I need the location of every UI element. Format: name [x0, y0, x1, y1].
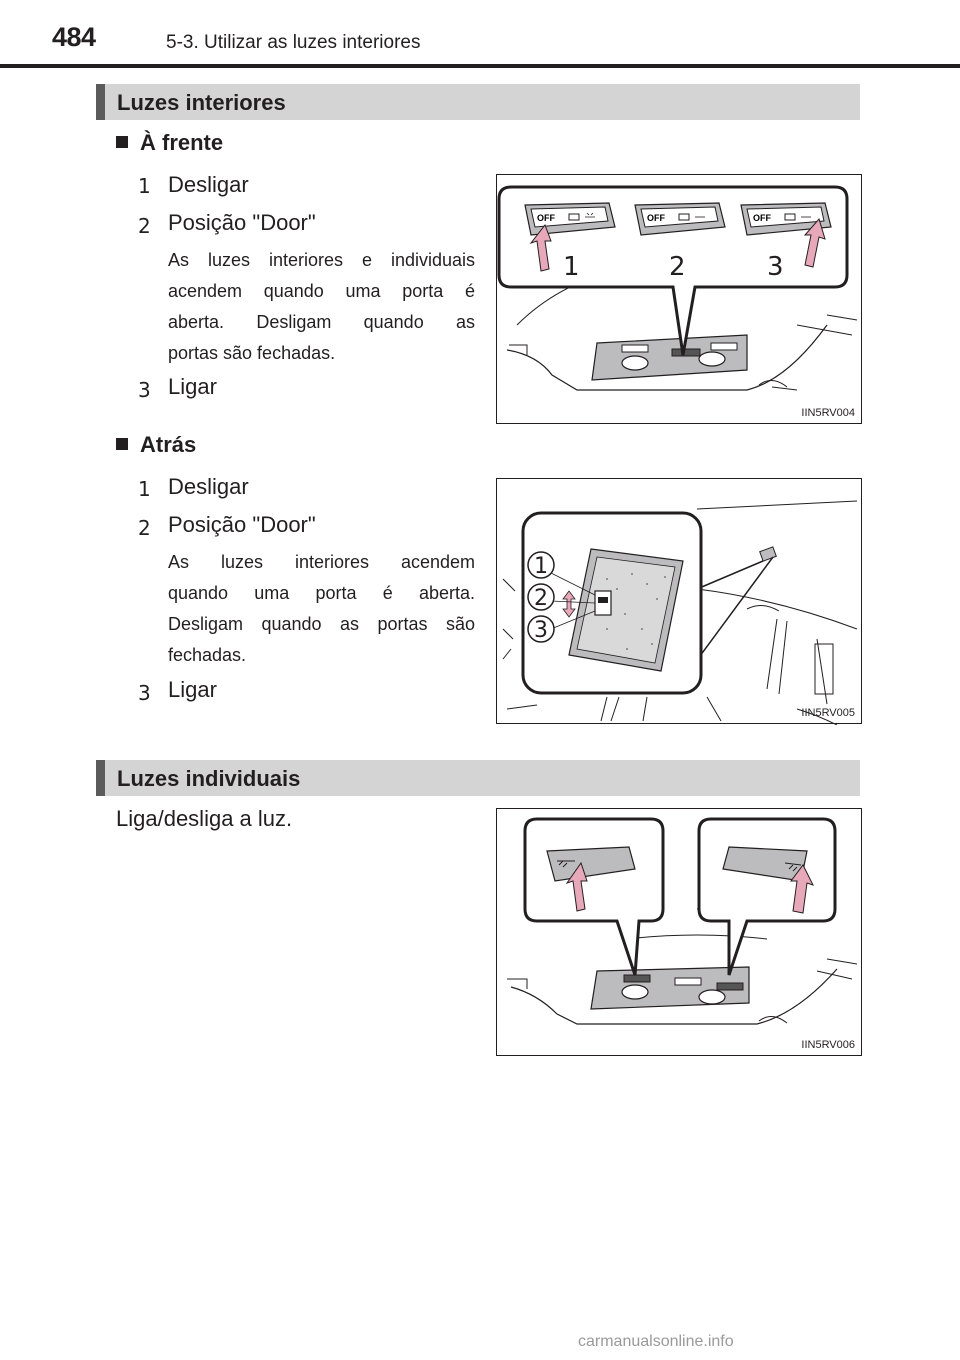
subheading-front-text: À frente: [140, 130, 224, 155]
item-label: Posição "Door": [168, 210, 316, 235]
callout-number: 3: [767, 252, 784, 282]
figure-code: IIN5RV006: [801, 1039, 855, 1051]
note-line: Desligam quando as portas são: [168, 614, 475, 634]
item-number: 3: [138, 378, 151, 402]
figure-rear-dome: [496, 478, 862, 724]
item-label: Ligar: [168, 374, 217, 399]
item-label: Posição "Door": [168, 512, 316, 537]
square-bullet-icon: [116, 438, 128, 450]
square-bullet-icon: [116, 136, 128, 148]
figure-code: IIN5RV005: [801, 707, 855, 719]
off-text: OFF: [753, 213, 771, 223]
callout-number: 1: [534, 554, 548, 579]
rear-note: [168, 547, 475, 671]
off-text: OFF: [537, 213, 555, 223]
front-note: [168, 245, 475, 369]
item-label: Desligar: [168, 172, 249, 197]
note-line: aberta. Desligam quando as: [168, 312, 475, 332]
front-console-illustration: [497, 175, 863, 425]
note-line: fechadas.: [168, 645, 247, 665]
individual-lights-illustration: [497, 809, 863, 1057]
subheading-rear: [116, 432, 196, 458]
note-line: As luzes interiores e individuais: [168, 250, 475, 270]
section-bar-interior: [96, 84, 860, 120]
callout-number: 3: [534, 618, 548, 643]
section-bar-individual: [96, 760, 860, 796]
item-number: 2: [138, 214, 151, 238]
individual-description: Liga/desliga a luz.: [116, 806, 293, 831]
chapter-title: 5-3. Utilizar as luzes interiores: [166, 32, 421, 53]
callout-number: 2: [534, 586, 548, 611]
note-line: acendem quando uma porta é: [168, 281, 475, 301]
header-rule: [0, 64, 960, 68]
watermark-text: carmanualsonline.info: [578, 1333, 734, 1350]
note-line: quando uma porta é aberta.: [168, 583, 475, 603]
subheading-front: [116, 130, 223, 156]
figure-code: IIN5RV004: [801, 407, 855, 419]
section-title-interior: Luzes interiores: [117, 90, 286, 115]
item-number: 1: [138, 477, 151, 501]
item-label: Ligar: [168, 677, 217, 702]
item-number: 2: [138, 516, 151, 540]
figure-individual-lights: [496, 808, 862, 1056]
section-title-individual: Luzes individuais: [117, 766, 301, 791]
note-line: portas são fechadas.: [168, 343, 336, 363]
callout-number: 1: [563, 252, 580, 282]
item-number: 1: [138, 174, 151, 198]
off-text: OFF: [647, 213, 665, 223]
callout-number: 2: [669, 252, 686, 282]
subheading-rear-text: Atrás: [140, 432, 197, 457]
page-number: 484: [52, 22, 96, 52]
item-number: 3: [138, 681, 151, 705]
rear-dome-illustration: [497, 479, 863, 725]
item-label: Desligar: [168, 474, 249, 499]
note-line: As luzes interiores acendem: [168, 552, 475, 572]
figure-front-console: [496, 174, 862, 424]
